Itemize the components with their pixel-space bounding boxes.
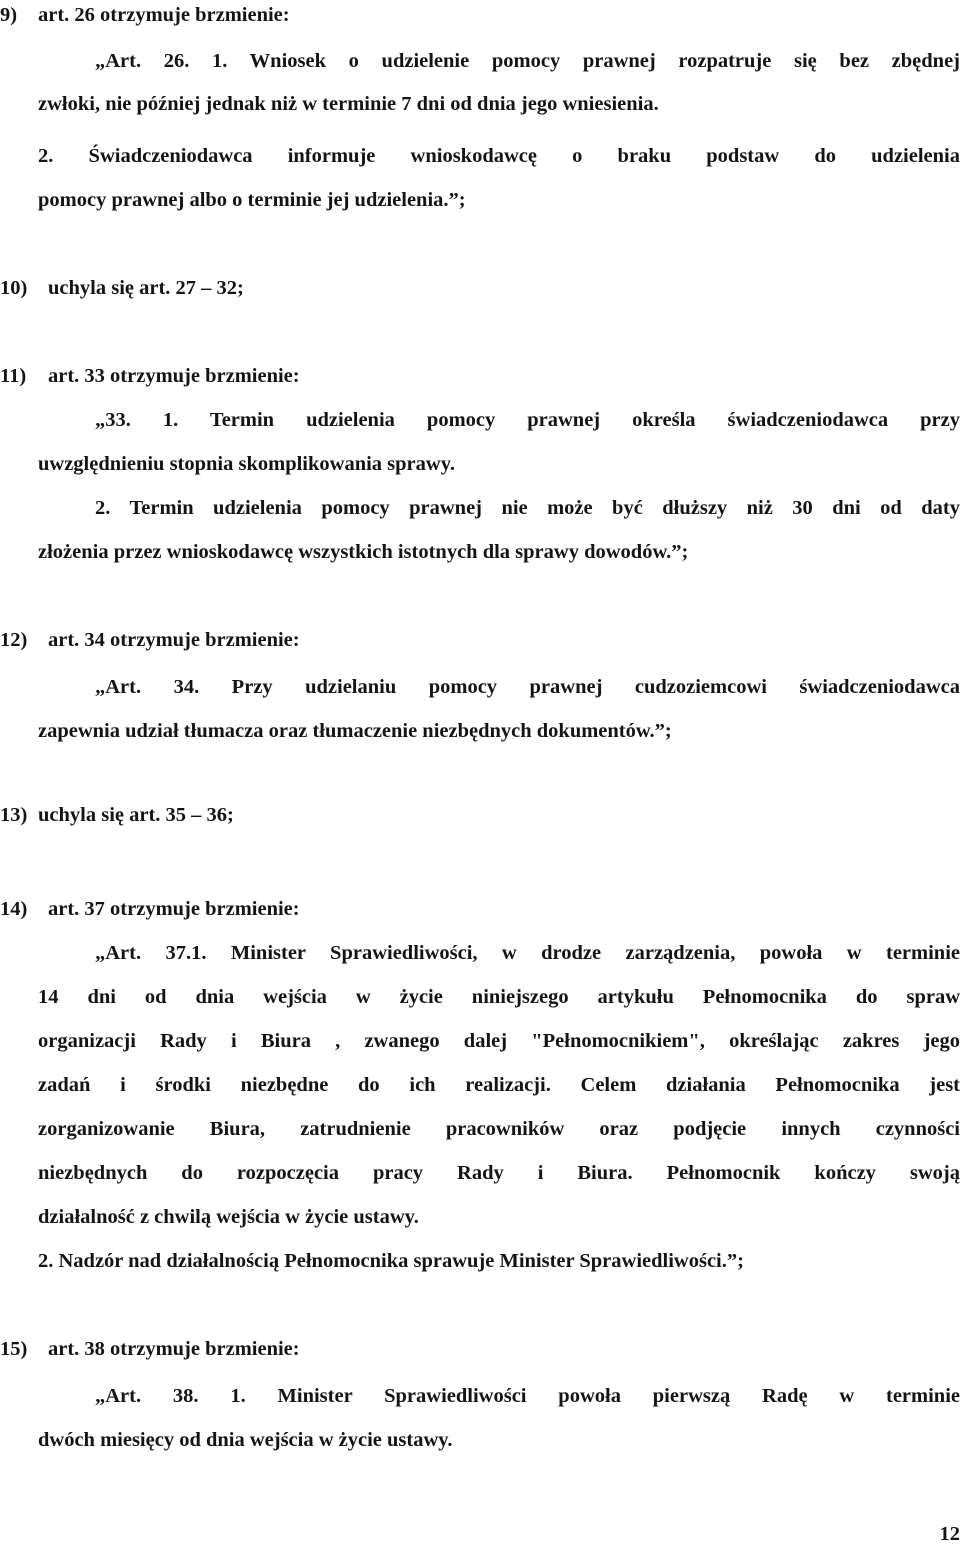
art38-line-2: dwóch miesięcy od dnia wejścia w życie ustawy.	[38, 1429, 453, 1451]
item-text: art. 26 otrzymuje brzmienie:	[38, 4, 290, 26]
item-text: art. 34 otrzymuje brzmienie:	[48, 629, 300, 651]
art37-line-1: „Art. 37.1. Minister Sprawiedliwości, w drodze zarządzenia, powoła w terminie	[95, 942, 960, 964]
item-15	[0, 1334, 960, 1364]
item-text: uchyla się art. 27 – 32;	[48, 277, 244, 299]
item-text: art. 38 otrzymuje brzmienie:	[48, 1338, 300, 1360]
item-14	[0, 894, 960, 924]
art37-line-7: działalność z chwilą wejścia w życie ustawy.	[38, 1206, 419, 1228]
item-text: art. 37 otrzymuje brzmienie:	[48, 898, 300, 920]
art37-line-8: 2. Nadzór nad działalnością Pełnomocnika sprawuje Minister Sprawiedliwości.”;	[38, 1250, 744, 1272]
art37-line-2: 14 dni od dnia wejścia w życie niniejszego artykułu Pełnomocnika do spraw	[38, 986, 960, 1008]
art34-line-2: zapewnia udział tłumacza oraz tłumaczenie niezbędnych dokumentów.”;	[38, 720, 672, 742]
item-number: 11)	[0, 365, 27, 387]
item-number: 15)	[0, 1338, 28, 1360]
item-text: uchyla się art. 35 – 36;	[38, 804, 234, 826]
art33-line-3: 2. Termin udzielenia pomocy prawnej nie może być dłuższy niż 30 dni od daty	[95, 497, 960, 519]
art37-line-3: organizacji Rady i Biura , zwanego dalej "Pełnomocnikiem", określając zakres jego	[38, 1030, 960, 1052]
art33-line-2: uwzględnieniu stopnia skomplikowania sprawy.	[38, 453, 455, 475]
art26-line-2: zwłoki, nie później jednak niż w terminie 7 dni od dnia jego wniesienia.	[38, 93, 659, 115]
item-number: 9)	[0, 4, 18, 26]
art37-line-5: zorganizowanie Biura, zatrudnienie pracowników oraz podjęcie innych czynności	[38, 1118, 960, 1140]
art26-line-1: „Art. 26. 1. Wniosek o udzielenie pomocy prawnej rozpatruje się bez zbędnej	[95, 50, 960, 72]
art34-line-1: „Art. 34. Przy udzielaniu pomocy prawnej cudzoziemcowi świadczeniodawca	[95, 676, 960, 698]
item-10	[0, 273, 960, 303]
item-11	[0, 361, 960, 391]
art37-line-4: zadań i środki niezbędne do ich realizacji. Celem działania Pełnomocnika jest	[38, 1074, 960, 1096]
item-number: 13)	[0, 804, 28, 826]
art33-line-1: „33. 1. Termin udzielenia pomocy prawnej określa świadczeniodawca przy	[95, 409, 960, 431]
item-number: 12)	[0, 629, 28, 651]
art33-line-4: złożenia przez wnioskodawcę wszystkich istotnych dla sprawy dowodów.”;	[38, 541, 689, 563]
page-number: 12	[939, 1523, 960, 1545]
item-text: art. 33 otrzymuje brzmienie:	[48, 365, 300, 387]
item-12	[0, 625, 960, 655]
art26-line-3: 2. Świadczeniodawca informuje wnioskodawcę o braku podstaw do udzielenia	[38, 145, 960, 167]
item-13	[0, 800, 960, 830]
item-number: 10)	[0, 277, 28, 299]
art37-line-6: niezbędnych do rozpoczęcia pracy Rady i Biura. Pełnomocnik kończy swoją	[38, 1162, 960, 1184]
item-number: 14)	[0, 898, 28, 920]
art26-line-4: pomocy prawnej albo o terminie jej udzielenia.”;	[38, 189, 466, 211]
item-9	[0, 0, 960, 30]
art38-line-1: „Art. 38. 1. Minister Sprawiedliwości powoła pierwszą Radę w terminie	[95, 1385, 960, 1407]
